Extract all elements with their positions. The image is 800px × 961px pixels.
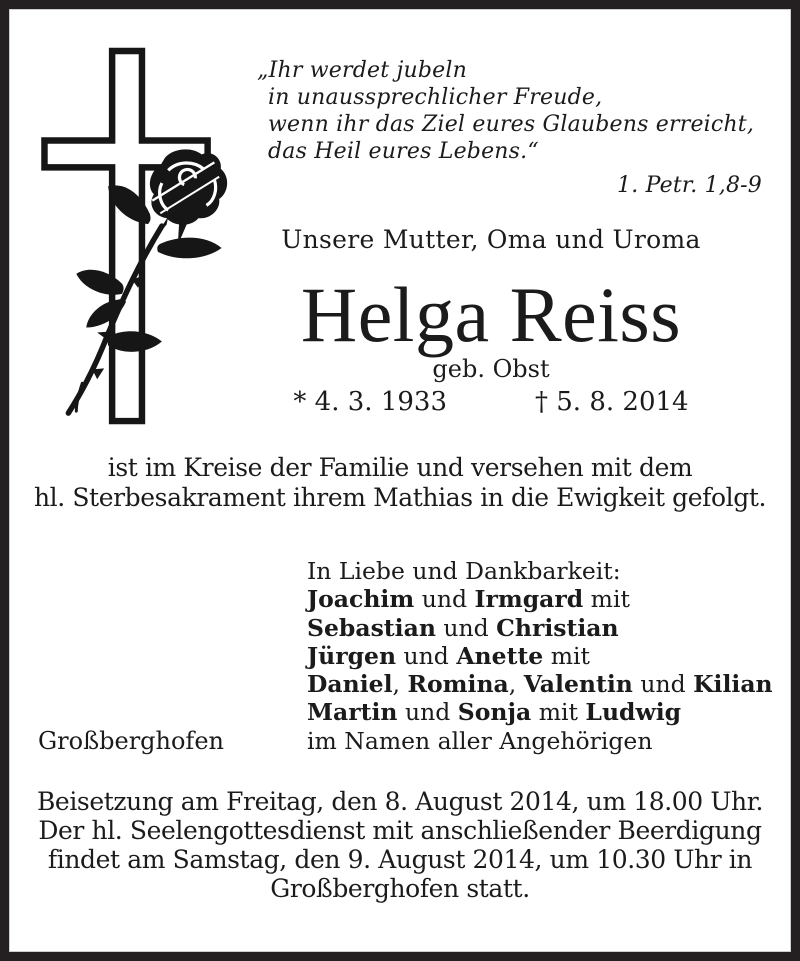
mourners-line: Jürgen und Anette mit bbox=[307, 641, 590, 670]
deceased-header bbox=[187, 225, 795, 417]
funeral-line: Der hl. Seelengottesdienst mit anschließender Beerdigung bbox=[38, 816, 762, 845]
passage-line: hl. Sterbesakrament ihrem Mathias in die Ewigkeit gefolgt. bbox=[33, 483, 767, 512]
funeral-line: Großberghofen statt. bbox=[270, 874, 530, 903]
funeral-line: findet am Samstag, den 9. August 2014, um 10.30 Uhr in bbox=[47, 845, 753, 874]
birth-date: * 4. 3. 1933 bbox=[293, 387, 447, 417]
funeral-line: Beisetzung am Freitag, den 8. August 2014, um 18.00 Uhr. bbox=[36, 787, 764, 816]
life-dates bbox=[187, 387, 795, 417]
mourners-intro: In Liebe und Dankbarkeit: bbox=[307, 557, 621, 585]
mourners-line: Sebastian und Christian bbox=[307, 613, 619, 642]
quote-line: in unaussprechlicher Freude, bbox=[268, 85, 603, 110]
passage-line: ist im Kreise der Familie und versehen mit dem bbox=[107, 453, 693, 482]
quote-line: wenn ihr das Ziel eures Glaubens erreicht, bbox=[268, 112, 755, 137]
mourners-line: Martin und Sonja mit Ludwig bbox=[307, 698, 682, 727]
mourners-list bbox=[307, 557, 773, 755]
scripture-quote bbox=[257, 57, 762, 199]
mourners-line: Daniel, Romina, Valentin und Kilian bbox=[307, 670, 773, 699]
quote-attribution: 1. Petr. 1,8-9 bbox=[617, 173, 762, 198]
funeral-details bbox=[24, 787, 776, 903]
mourners-line: Joachim und Irmgard mit bbox=[307, 585, 630, 614]
place-name: Großberghofen bbox=[38, 727, 224, 755]
death-passage bbox=[24, 453, 776, 513]
deceased-name: Helga Reiss bbox=[300, 271, 682, 358]
mourners-closing: im Namen aller Angehörigen bbox=[307, 726, 653, 755]
death-date: † 5. 8. 2014 bbox=[535, 387, 689, 417]
relation-line: Unsere Mutter, Oma und Uroma bbox=[281, 225, 701, 254]
quote-line: „Ihr werdet jubeln bbox=[257, 58, 467, 83]
notice-inner-frame bbox=[9, 9, 791, 952]
maiden-name: geb. Obst bbox=[432, 355, 550, 383]
quote-line: das Heil eures Lebens.“ bbox=[268, 139, 539, 164]
